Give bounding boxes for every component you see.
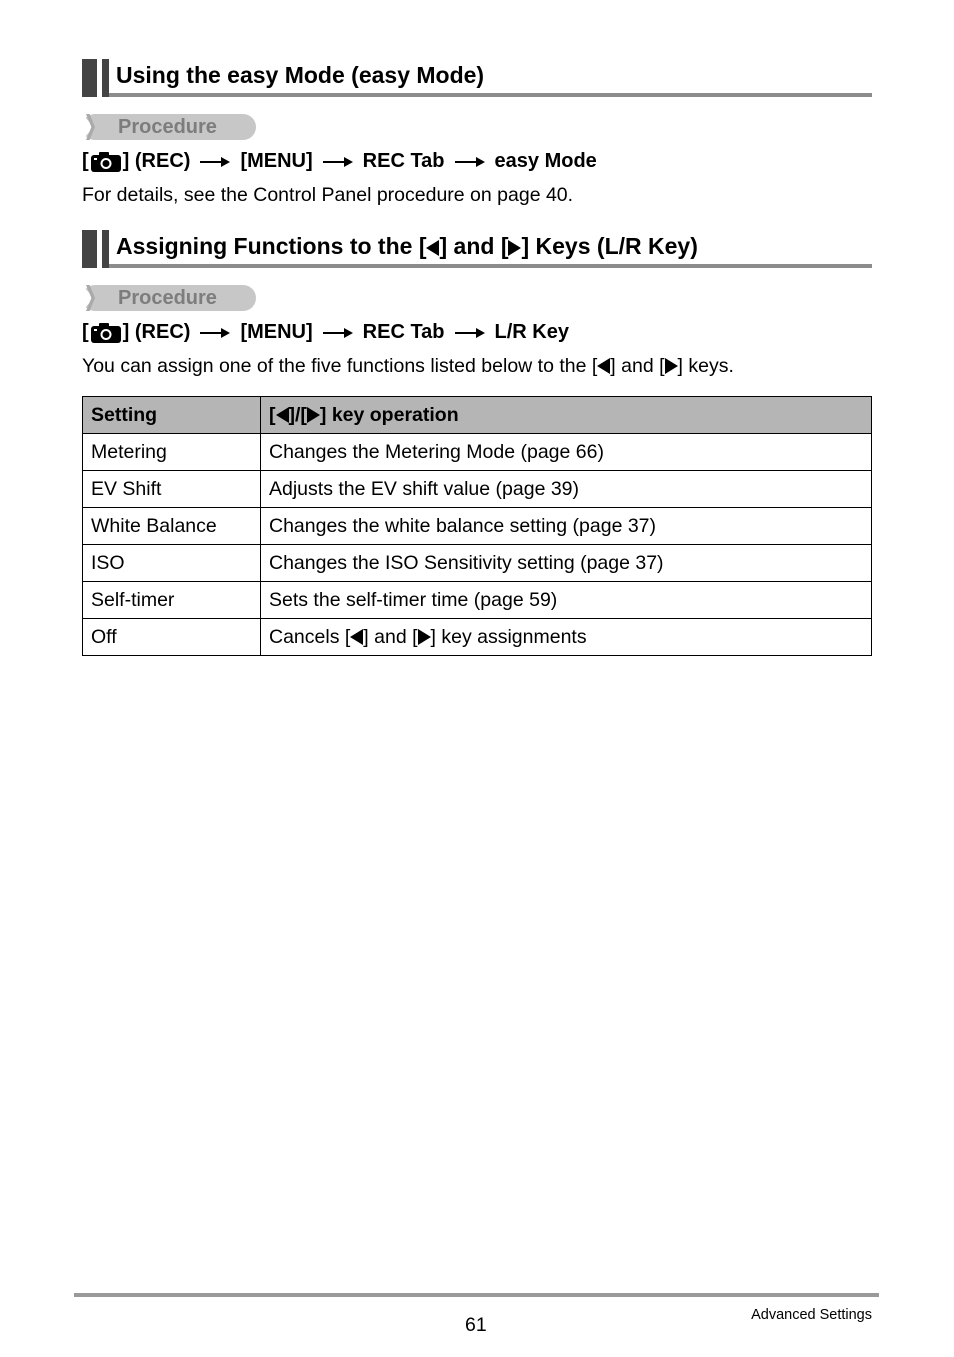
section-heading-lr-key bbox=[82, 230, 872, 268]
procedure-tag bbox=[82, 285, 256, 311]
right-triangle-icon bbox=[665, 358, 678, 374]
right-arrow-icon bbox=[323, 327, 353, 339]
camera-icon bbox=[90, 322, 122, 344]
setting-cell: Self-timer bbox=[83, 582, 261, 619]
camera-icon bbox=[90, 151, 122, 173]
right-triangle-icon bbox=[508, 240, 521, 256]
right-triangle-icon bbox=[418, 629, 431, 645]
setting-cell: White Balance bbox=[83, 508, 261, 545]
column-header-setting: Setting bbox=[83, 397, 261, 434]
setting-cell: Metering bbox=[83, 434, 261, 471]
right-arrow-icon bbox=[200, 327, 230, 339]
section-heading-easy-mode bbox=[82, 59, 872, 97]
table-header-row bbox=[83, 397, 872, 434]
left-triangle-icon bbox=[597, 358, 610, 374]
menu-path: [ ] (REC) [MENU] REC Tab easy Mode bbox=[82, 150, 597, 172]
setting-cell: ISO bbox=[83, 545, 261, 582]
table-row bbox=[83, 434, 872, 471]
heading-bar-decoration bbox=[102, 230, 109, 268]
heading-underline bbox=[109, 93, 872, 97]
section-title: Using the easy Mode (easy Mode) bbox=[116, 62, 485, 88]
right-arrow-icon bbox=[455, 327, 485, 339]
procedure-tag bbox=[82, 114, 256, 140]
operation-cell: Changes the Metering Mode (page 66) bbox=[261, 434, 872, 471]
setting-cell: Off bbox=[83, 619, 261, 656]
right-arrow-icon bbox=[323, 156, 353, 168]
procedure-label: Procedure bbox=[118, 116, 217, 138]
operation-cell: Sets the self-timer time (page 59) bbox=[261, 582, 872, 619]
table-row bbox=[83, 619, 872, 656]
table-row bbox=[83, 545, 872, 582]
procedure-label: Procedure bbox=[118, 287, 217, 309]
body-text: For details, see the Control Panel procedure on page 40. bbox=[82, 184, 574, 206]
operation-cell: Changes the ISO Sensitivity setting (page 37) bbox=[261, 545, 872, 582]
right-triangle-icon bbox=[307, 407, 320, 423]
body-text: You can assign one of the five functions listed below to the [ ] and [ ] keys. bbox=[82, 355, 734, 377]
table-row bbox=[83, 471, 872, 508]
footer-section-label: Advanced Settings bbox=[751, 1307, 872, 1323]
heading-underline bbox=[109, 264, 872, 268]
right-arrow-icon bbox=[455, 156, 485, 168]
operation-cell: Adjusts the EV shift value (page 39) bbox=[261, 471, 872, 508]
column-header-operation: [ ]/[ ] key operation bbox=[261, 397, 872, 434]
operation-cell: Cancels [ ] and [ ] key assignments bbox=[261, 619, 872, 656]
footer-divider bbox=[74, 1293, 879, 1297]
setting-cell: EV Shift bbox=[83, 471, 261, 508]
page-number: 61 bbox=[465, 1314, 487, 1336]
left-triangle-icon bbox=[426, 240, 439, 256]
heading-bar-decoration bbox=[102, 59, 109, 97]
heading-bar-decoration bbox=[82, 59, 97, 97]
key-assignment-table bbox=[82, 396, 872, 656]
heading-bar-decoration bbox=[82, 230, 97, 268]
left-triangle-icon bbox=[350, 629, 363, 645]
right-arrow-icon bbox=[200, 156, 230, 168]
table-row bbox=[83, 508, 872, 545]
section-title: Assigning Functions to the [ ] and [ ] Keys (L/R Key) bbox=[116, 233, 698, 259]
operation-cell: Changes the white balance setting (page 37) bbox=[261, 508, 872, 545]
table-row bbox=[83, 582, 872, 619]
left-triangle-icon bbox=[276, 407, 289, 423]
menu-path: [ ] (REC) [MENU] REC Tab L/R Key bbox=[82, 321, 569, 343]
